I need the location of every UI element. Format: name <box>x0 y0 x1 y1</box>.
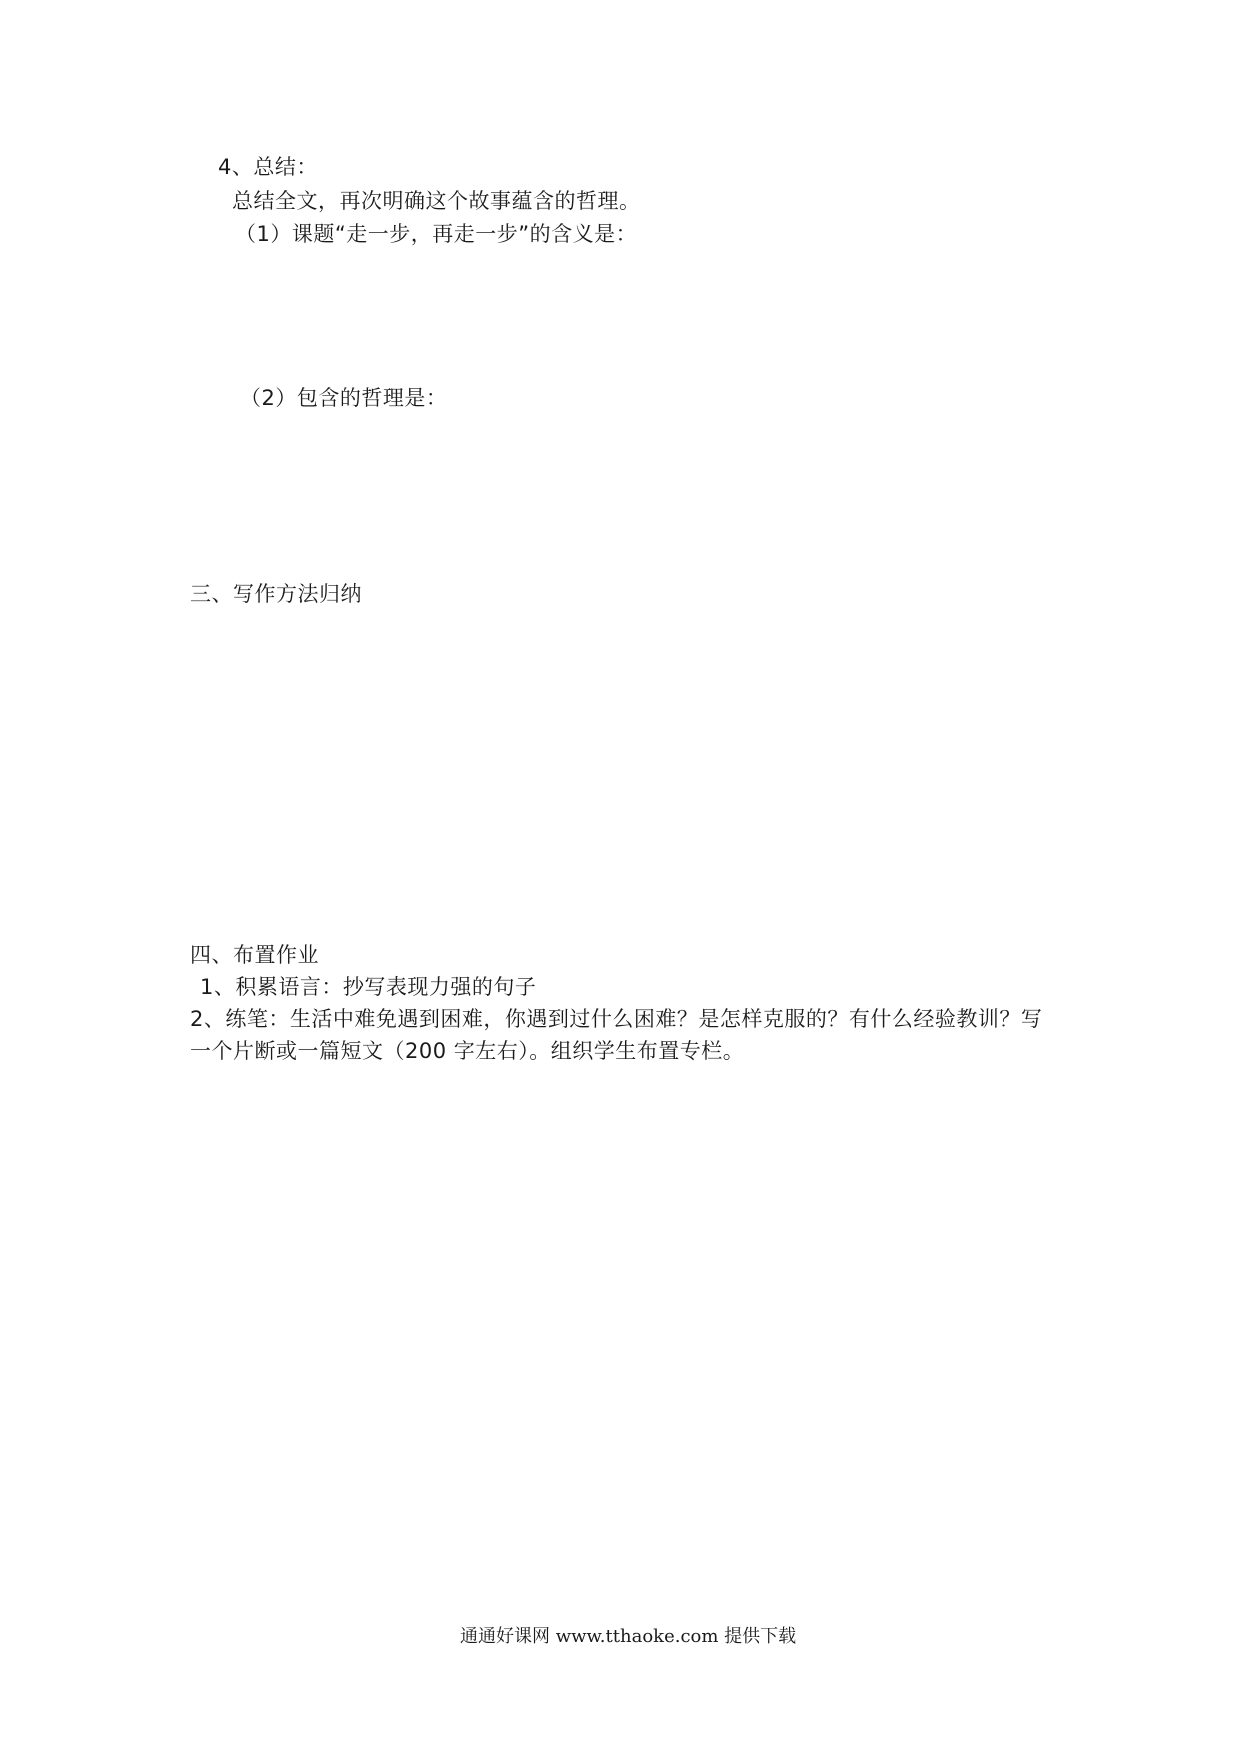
homework-item-1: 1、积累语言：抄写表现力强的句子 <box>200 975 537 999</box>
writing-methods-heading: 三、写作方法归纳 <box>190 582 362 606</box>
question-2: （2）包含的哲理是： <box>240 386 448 410</box>
summary-heading: 4、总结： <box>218 155 318 179</box>
summary-intro: 总结全文，再次明确这个故事蕴含的哲理。 <box>232 189 641 213</box>
footer-credit: 通通好课网 www.tthaoke.com 提供下载 <box>460 1626 797 1647</box>
homework-item-2-line-1: 2、练笔：生活中难免遇到困难，你遇到过什么困难？是怎样克服的？有什么经验教训？写 <box>190 1007 1043 1031</box>
homework-item-2-line-2: 一个片断或一篇短文（200 字左右）。组织学生布置专栏。 <box>190 1039 745 1063</box>
homework-heading: 四、布置作业 <box>190 943 319 967</box>
question-1: （1）课题“走一步，再走一步”的含义是： <box>235 222 638 246</box>
